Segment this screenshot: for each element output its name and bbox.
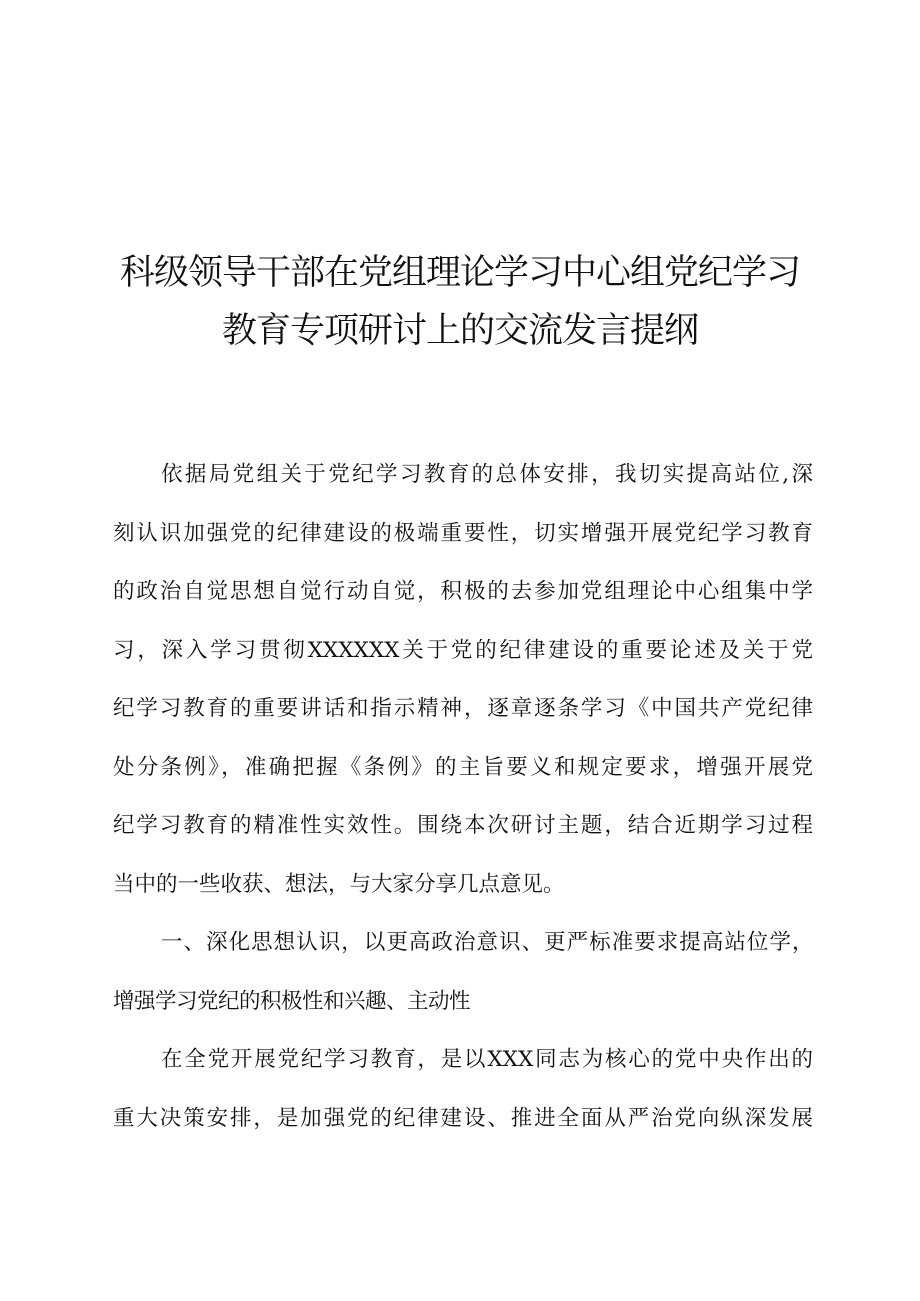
heading-line: 一、深化思想认识，以更高政治意识、更严标准要求提高站位学， [161,930,813,955]
text-line: 纪学习教育的重要讲话和指示精神，逐章逐条学习《中国共产党纪律 [113,696,813,721]
text-line: 处分条例》，准确把握《条例》的主旨要义和规定要求，增强开展党 [113,754,813,780]
document-title [80,244,840,360]
text-line: 依据局党组关于党纪学习教育的总体安排，我切实提高站位,深 [161,462,813,487]
title-line-2: 教育专项研讨上的交流发言提纲 [221,311,698,351]
title-line-1: 科级领导干部在党组理论学习中心组党纪学习 [119,253,800,293]
paragraph-intro [113,446,813,914]
section-heading-1 [113,914,813,1031]
heading-line: 增强学习党纪的积极性和兴趣、主动性 [113,988,471,1014]
text-line: 纪学习教育的精准性实效性。围绕本次研讨主题，结合近期学习过程 [113,813,813,838]
text-line: 在全党开展党纪学习教育，是以XXX同志为核心的党中央作出的 [161,1047,813,1072]
text-line: 当中的一些收获、想法，与大家分享几点意见。 [113,871,565,897]
text-line: 的政治自觉思想自觉行动自觉，积极的去参加党组理论中心组集中学 [113,579,813,604]
text-line: 习，深入学习贯彻XXXXXX关于党的纪律建设的重要论述及关于党 [113,637,813,663]
text-line: 刻认识加强党的纪律建设的极端重要性，切实增强开展党纪学习教育 [113,520,813,546]
text-line: 重大决策安排，是加强党的纪律建设、推进全面从严治党向纵深发展 [113,1105,813,1131]
paragraph-section-1 [113,1031,813,1148]
document-body [113,446,813,1148]
